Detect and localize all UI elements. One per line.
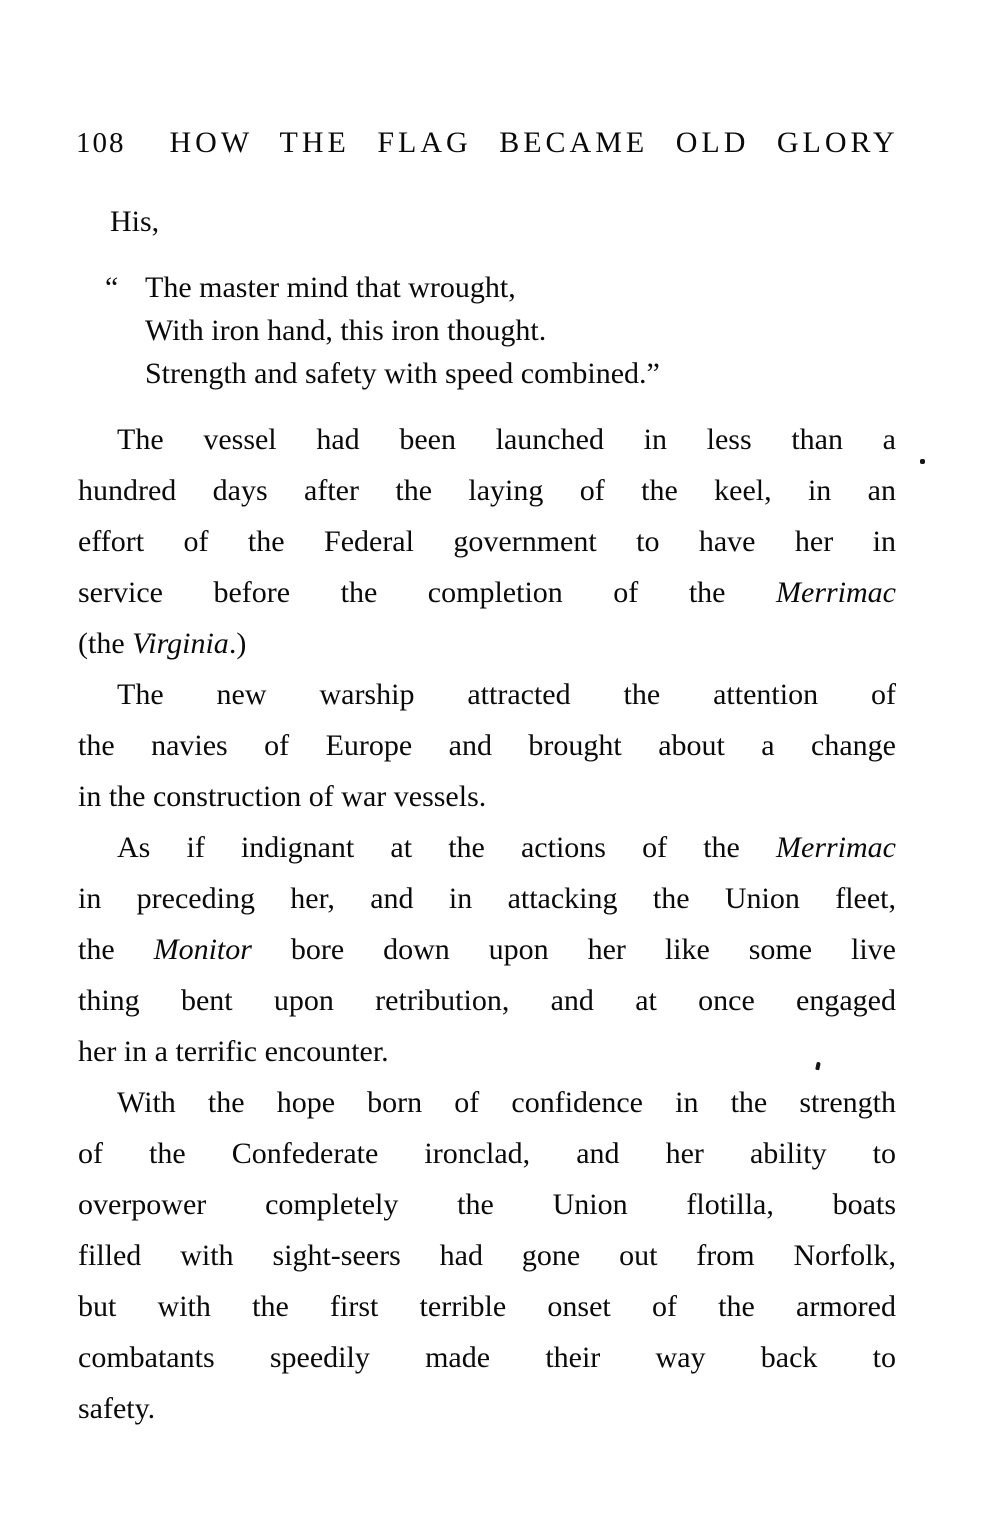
text-line: safety. [78, 1392, 156, 1425]
verse-line: Strength and safety with speed combined.” [145, 357, 660, 390]
text-line: (the Virginia.) [78, 627, 247, 660]
text-line: in the construction of war vessels. [78, 780, 487, 813]
verse-line: With iron hand, this iron thought. [145, 314, 547, 347]
ink-speck [920, 459, 925, 464]
body-paragraphs [78, 414, 896, 1434]
page-number: 108 [76, 127, 126, 159]
running-title: HOW THE FLAG BECAME OLD GLORY [169, 126, 899, 159]
text-line: hundred days after the laying of the keel, in an [78, 474, 896, 507]
text-line: the navies of Europe and brought about a change [78, 729, 896, 762]
text-line: the Monitor bore down upon her like some live [78, 933, 896, 966]
text-line: filled with sight-seers had gone out from Norfolk, [78, 1239, 896, 1272]
text-line: The vessel had been launched in less than a [117, 423, 896, 456]
text-line: service before the completion of the Merrimac [78, 576, 896, 609]
salutation-line: His, [110, 205, 160, 238]
text-line: combatants speedily made their way back to [78, 1341, 896, 1374]
text-line: effort of the Federal government to have her in [78, 525, 896, 558]
verse-block [78, 266, 900, 395]
text-line: of the Confederate ironclad, and her ability to [78, 1137, 896, 1170]
page-header [76, 126, 898, 160]
text-line: in preceding her, and in attacking the Union fleet, [78, 882, 896, 915]
text-line: As if indignant at the actions of the Merrimac [117, 831, 896, 864]
text-line: thing bent upon retribution, and at once engaged [78, 984, 896, 1017]
text-line: her in a terrific encounter. [78, 1035, 389, 1068]
text-line: overpower completely the Union flotilla, boats [78, 1188, 896, 1221]
text-line: With the hope born of confidence in the strength [117, 1086, 896, 1119]
verse-lines [78, 266, 900, 395]
text-line: but with the first terrible onset of the armored [78, 1290, 896, 1323]
verse-line: The master mind that wrought, [145, 271, 516, 304]
opening-quote: “ [105, 271, 119, 304]
text-line: The new warship attracted the attention of [117, 678, 896, 711]
